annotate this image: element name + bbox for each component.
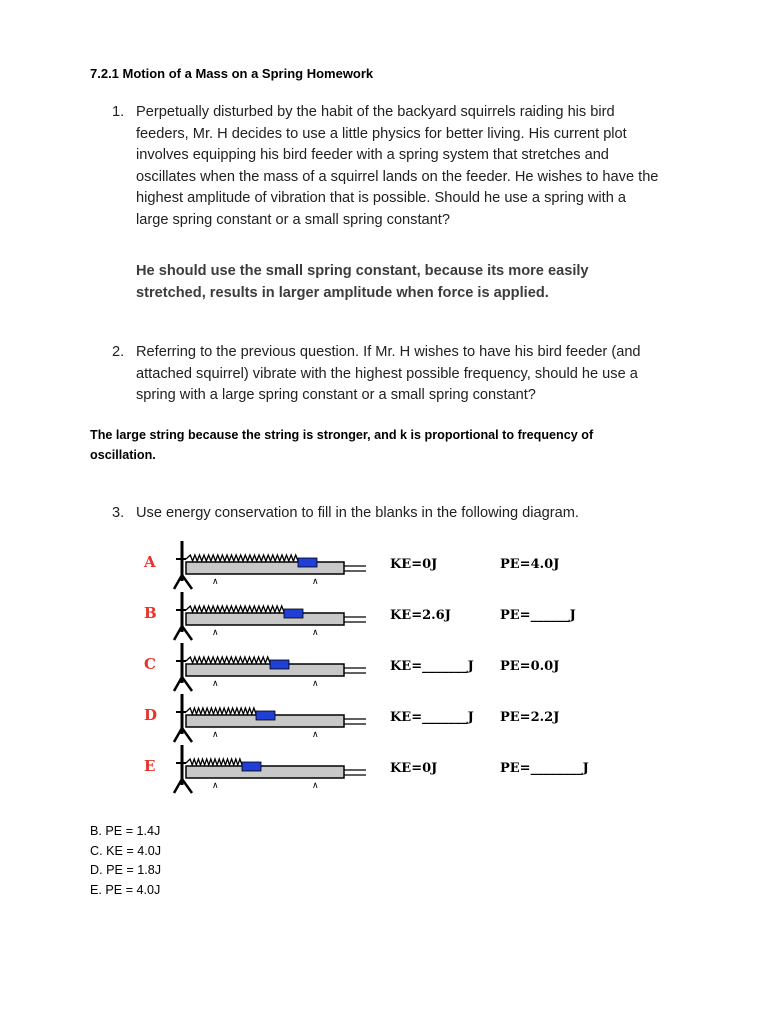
mass-block: [298, 558, 317, 567]
filled-answer: E. PE = 4.0J: [90, 882, 161, 897]
wall-leg: [182, 575, 192, 589]
pe-label: PE=4.0J: [500, 557, 560, 572]
mass-block: [242, 762, 261, 771]
question-1-line: large spring constant or a small spring constant?: [136, 211, 450, 228]
track-mark: ∧: [312, 628, 319, 638]
row-letter: A: [144, 553, 156, 571]
diagram-row-e: [144, 745, 589, 793]
pe-label: PE=2.2J: [500, 710, 560, 725]
row-letter: B: [144, 604, 157, 622]
air-track: [186, 562, 344, 574]
track-mark: ∧: [212, 781, 219, 791]
track-mark: ∧: [312, 730, 319, 740]
air-track: [186, 613, 344, 625]
mass-block: [284, 609, 303, 618]
wall-leg: [174, 575, 182, 589]
pe-label: PE=0.0J: [500, 659, 560, 674]
question-1-line: highest amplitude of vibration that is possible. Should he use a spring with a: [136, 190, 626, 206]
wall-leg: [182, 728, 192, 742]
question-3-text: Use energy conservation to fill in the blanks in the following diagram.: [136, 505, 579, 521]
question-2-text: [136, 342, 696, 407]
question-1-line: feeders, Mr. H decides to use a little physics for better living. His current plot: [136, 125, 627, 142]
answer-1-line: He should use the small spring constant, because its more easily: [136, 263, 589, 279]
wall-leg: [182, 626, 192, 640]
row-letter: D: [144, 706, 158, 724]
ke-label: KE=_______J: [390, 659, 474, 674]
wall-leg: [174, 779, 182, 793]
wall-leg: [182, 677, 192, 691]
wall-leg: [174, 677, 182, 691]
question-2-number: 2.: [112, 344, 125, 360]
spring: [186, 657, 270, 663]
pe-label: PE=______J: [500, 608, 576, 623]
answer-1-line: stretched, results in larger amplitude when force is applied.: [136, 285, 549, 301]
question-2-line: attached squirrel) vibrate with the highest possible frequency, should he use a: [136, 365, 638, 382]
wall-leg: [174, 728, 182, 742]
ke-label: KE=0J: [390, 557, 438, 572]
question-1-text: [136, 102, 696, 231]
row-letter: C: [144, 655, 156, 673]
air-track: [186, 766, 344, 778]
ke-label: KE=2.6J: [390, 608, 451, 623]
mass-block: [270, 660, 289, 669]
spring: [186, 555, 298, 561]
track-mark: ∧: [312, 679, 319, 689]
diagram-row-c: [144, 643, 559, 691]
answer-1: [136, 260, 636, 304]
page-title: 7.2.1 Motion of a Mass on a Spring Homework: [90, 66, 374, 81]
track-mark: ∧: [212, 679, 219, 689]
track-mark: ∧: [312, 781, 319, 791]
wall-leg: [182, 779, 192, 793]
question-2-line: spring with a large spring constant or a small spring constant?: [136, 387, 536, 403]
air-track: [186, 664, 344, 676]
track-mark: ∧: [212, 628, 219, 638]
pe-label: PE=________J: [500, 761, 589, 776]
track-mark: ∧: [312, 577, 319, 587]
track-mark: ∧: [212, 730, 219, 740]
answer-2-line: oscillation.: [90, 448, 156, 462]
question-3-number: 3.: [112, 505, 125, 521]
diagram-row-b: [144, 592, 576, 640]
filled-answer: C. KE = 4.0J: [90, 843, 162, 858]
spring-energy-diagram: [140, 535, 620, 800]
question-1-number: 1.: [112, 104, 125, 120]
spring: [186, 606, 284, 612]
question-2-line: Referring to the previous question. If Mr. H wishes to have his bird feeder (and: [136, 344, 641, 360]
answer-2-line: The large string because the string is stronger, and k is proportional to frequency of: [90, 428, 594, 442]
ke-label: KE=0J: [390, 761, 438, 776]
question-1-line: involves equipping his bird feeder with a spring system that stretches and: [136, 147, 609, 163]
filled-answer: B. PE = 1.4J: [90, 824, 161, 838]
question-1-line: Perpetually disturbed by the habit of the backyard squirrels raiding his bird: [136, 104, 615, 120]
spring: [186, 708, 256, 714]
filled-answer: D. PE = 1.8J: [90, 863, 162, 877]
mass-block: [256, 711, 275, 720]
ke-label: KE=_______J: [390, 710, 474, 725]
diagram-row-a: [143, 541, 559, 589]
diagram-row-d: [144, 694, 559, 742]
row-letter: E: [144, 757, 156, 775]
track-mark: ∧: [212, 577, 219, 587]
question-1-line: oscillates when the mass of a squirrel lands on the feeder. He wishes to have the: [136, 168, 659, 185]
spring: [186, 759, 242, 765]
wall-leg: [174, 626, 182, 640]
answer-2: [90, 425, 670, 465]
filled-answers: [90, 822, 161, 900]
